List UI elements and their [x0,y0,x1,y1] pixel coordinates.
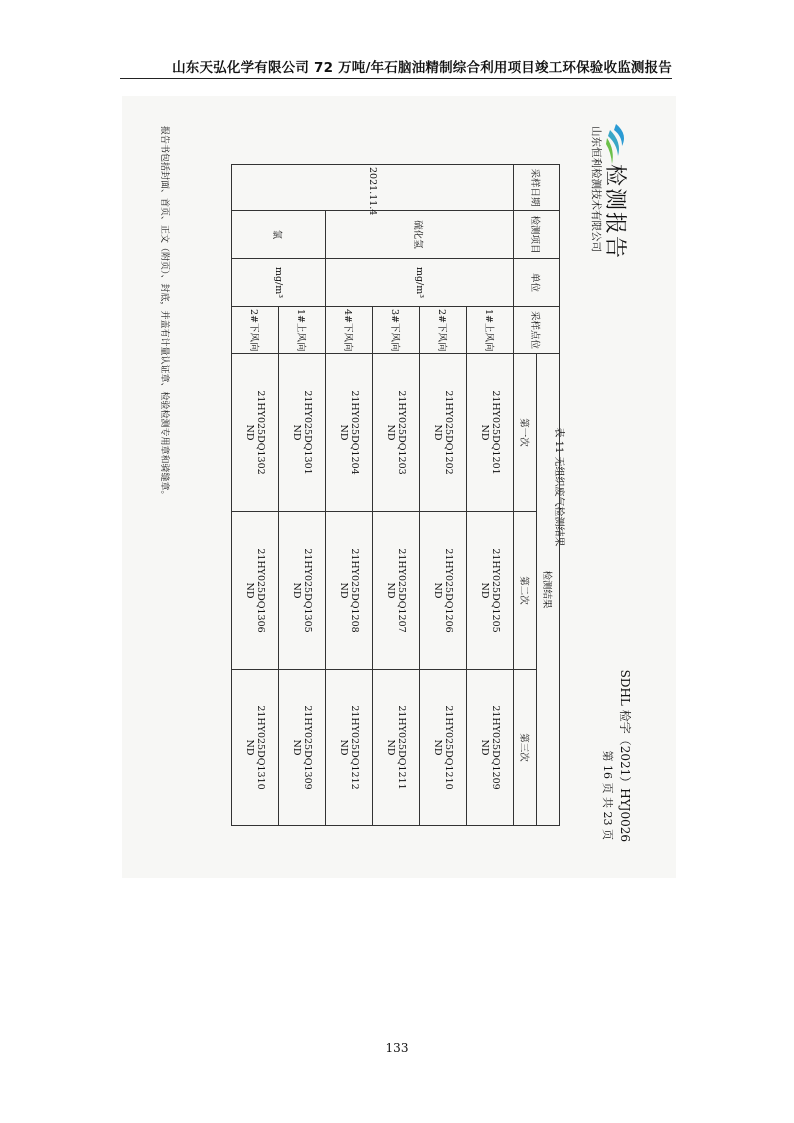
table-row [467,165,514,826]
header-unit: 单位 [514,259,560,307]
sample-code: 21HY025DQ1302 [255,390,266,475]
sample-code: 21HY025DQ1306 [255,548,266,633]
scanned-report-page [122,96,676,878]
sample-code: 21HY025DQ1202 [443,390,454,475]
sample-value: ND [385,739,396,756]
result-cell [373,512,420,670]
page-header [120,56,672,79]
sample-code: 21HY025DQ1201 [490,390,501,475]
sampling-date: 2021.11.4 [232,165,514,211]
logo-text: 检测报告 [602,164,627,261]
sample-value: ND [291,582,302,599]
result-cell [326,670,373,826]
result-cell [373,670,420,826]
page-number: 133 [385,1041,409,1055]
sample-value: ND [244,739,255,756]
results-table [231,164,560,826]
header-third: 第三次 [514,670,537,826]
sample-code: 21HY025DQ1209 [490,705,501,790]
sample-code: 21HY025DQ1211 [396,705,407,790]
result-cell [326,512,373,670]
sample-code: 21HY025DQ1305 [302,548,313,633]
table-row [279,165,326,826]
header-date: 采样日期 [514,165,560,211]
sample-value: ND [244,582,255,599]
test-item: 硫化氢 [326,211,514,259]
sample-code: 21HY025DQ1205 [490,548,501,633]
sample-value: ND [479,424,490,441]
sample-code: 21HY025DQ1203 [396,390,407,475]
company-name: 山东恒利检测技术有限公司 [590,126,602,252]
sample-value: ND [432,582,443,599]
result-cell [467,670,514,826]
result-cell [232,670,279,826]
sample-value: ND [385,582,396,599]
result-cell [279,354,326,512]
result-cell [420,512,467,670]
result-cell [420,354,467,512]
result-cell [232,354,279,512]
sample-code: 21HY025DQ1301 [302,390,313,475]
sample-code: 21HY025DQ1208 [349,548,360,633]
header-results: 检测结果 [537,354,560,826]
sample-value: ND [479,582,490,599]
result-cell [467,512,514,670]
result-cell [232,512,279,670]
sampling-point: 2#下风向 [232,307,279,354]
company-logo-icon [606,122,630,166]
sampling-point: 4#下风向 [326,307,373,354]
header-item: 检测项目 [514,211,560,259]
sample-code: 21HY025DQ1212 [349,705,360,790]
test-unit: mg/m³ [232,259,326,307]
result-cell [279,512,326,670]
sample-value: ND [432,424,443,441]
sample-code: 21HY025DQ1204 [349,390,360,475]
sample-value: ND [338,424,349,441]
test-item: 氯 [232,211,326,259]
sampling-point: 3#下风向 [373,307,420,354]
result-cell [373,354,420,512]
sample-value: ND [338,739,349,756]
header-second: 第二次 [514,512,537,670]
sample-value: ND [432,739,443,756]
sample-value: ND [244,424,255,441]
document-number: SDHL 检字（2021）HYJ0026 [618,669,632,842]
sampling-point: 2#下风向 [420,307,467,354]
result-cell [326,354,373,512]
table-header-row [537,165,560,826]
sample-code: 21HY025DQ1309 [302,705,313,790]
header-point: 采样点位 [514,307,560,354]
sample-value: ND [291,739,302,756]
result-cell [279,670,326,826]
sample-code: 21HY025DQ1207 [396,548,407,633]
sampling-point: 1#上风向 [279,307,326,354]
result-cell [420,670,467,826]
result-cell [467,354,514,512]
sample-code: 21HY025DQ1310 [255,705,266,790]
sample-value: ND [385,424,396,441]
page-info: 第 16 页 共 23 页 [601,750,614,840]
sample-value: ND [338,582,349,599]
sample-value: ND [291,424,302,441]
report-footnote: 报告书包括封面、首页、正文（附页）、封底，并盖有计量认证章、检验检测专用章和骑缝章。 [159,126,169,500]
table-caption: 表 11 无组织废气检测结果 [553,427,564,547]
rotated-content [122,96,676,878]
sample-code: 21HY025DQ1210 [443,705,454,790]
sampling-point: 1#上风向 [467,307,514,354]
sample-code: 21HY025DQ1206 [443,548,454,633]
report-title: 山东天弘化学有限公司 72 万吨/年石脑油精制综合利用项目竣工环保验收监测报告 [172,60,672,76]
test-unit: mg/m³ [326,259,514,307]
header-first: 第一次 [514,354,537,512]
sample-value: ND [479,739,490,756]
